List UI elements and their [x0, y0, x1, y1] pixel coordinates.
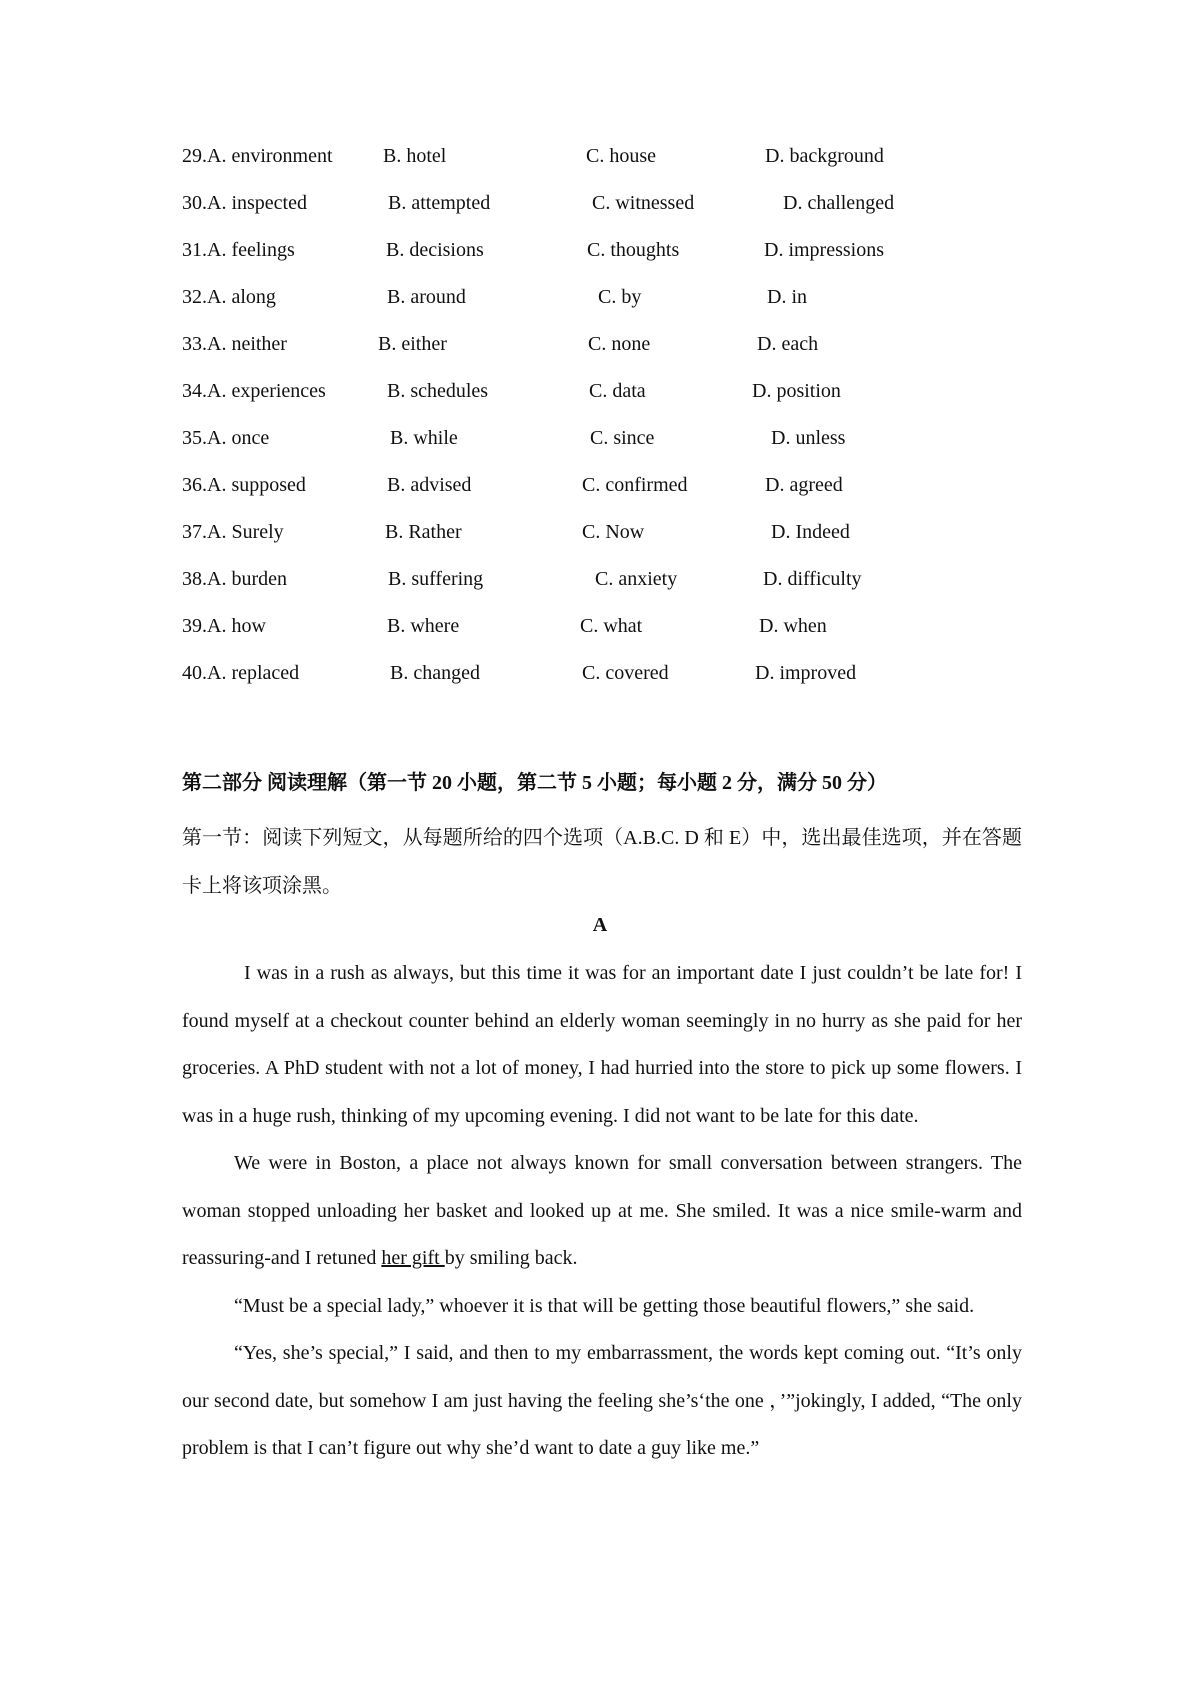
option-a: 38.A. burden	[182, 568, 287, 590]
passage-body	[182, 950, 1022, 1473]
option-d: D. Indeed	[771, 521, 850, 543]
option-d: D. difficulty	[763, 568, 862, 590]
paragraph-2-text-after: by smiling back.	[444, 1247, 578, 1269]
option-a: 29.A. environment	[182, 145, 333, 167]
option-b: B. either	[378, 333, 447, 355]
option-b: B. while	[390, 427, 458, 449]
passage-label: A	[592, 914, 608, 936]
option-c: C. none	[588, 333, 651, 355]
option-c: C. covered	[582, 662, 669, 684]
section-instruction: 第一节：阅读下列短文，从每题所给的四个选项（A.B.C. D 和 E）中，选出最佳选项，并在答题卡上将该项涂黑。	[182, 827, 1022, 897]
option-b: B. advised	[387, 474, 472, 496]
option-c: C. what	[580, 615, 643, 637]
passage-paragraph-3: “Must be a special lady,” whoever it is that will be getting those beautiful flowers,” she said.	[234, 1294, 975, 1317]
option-b: B. suffering	[388, 568, 484, 590]
paragraph-2-text-before: We were in Boston, a place not always known for small conversation between strangers. The woman stopped unloading her basket and looked up at me. She smiled. It was a nice smile-warm and reassuring-and I retuned	[182, 1152, 1022, 1269]
option-d: D. impressions	[764, 239, 884, 261]
option-b: B. changed	[390, 662, 480, 684]
option-c: C. anxiety	[595, 568, 678, 590]
option-b: B. hotel	[383, 145, 447, 167]
option-b: B. around	[387, 286, 466, 308]
passage-paragraph-1: I was in a rush as always, but this time it was for an important date I just couldn’t be late for! I found myself at a checkout counter behind an elderly woman seemingly in no hurry as she paid for her groceries. A PhD student with not a lot of money, I had hurried into the store to pick up some flowers. I was in a huge rush, thinking of my upcoming evening. I did not want to be late for this date.	[182, 962, 1022, 1127]
option-b: B. decisions	[386, 239, 484, 261]
underlined-phrase: her gift	[381, 1247, 445, 1269]
option-b: B. Rather	[385, 521, 462, 543]
option-a: 30.A. inspected	[182, 192, 307, 214]
option-a: 40.A. replaced	[182, 662, 300, 684]
option-c: C. confirmed	[582, 474, 688, 496]
option-d: D. agreed	[765, 474, 843, 496]
passage-paragraph-2	[182, 1140, 1022, 1283]
option-c: C. by	[598, 286, 642, 308]
option-c: C. thoughts	[587, 239, 680, 261]
option-d: D. improved	[755, 662, 857, 684]
section-title: 第二部分 阅读理解（第一节 20 小题，第二节 5 小题；每小题 2 分，满分 50 分）	[182, 772, 887, 794]
option-d: D. when	[759, 615, 827, 637]
option-b: B. where	[387, 615, 460, 637]
option-d: D. challenged	[783, 192, 895, 214]
option-a: 39.A. how	[182, 615, 266, 637]
option-c: C. witnessed	[592, 192, 695, 214]
option-d: D. each	[757, 333, 819, 355]
option-a: 34.A. experiences	[182, 380, 326, 402]
option-d: D. background	[765, 145, 884, 167]
option-a: 35.A. once	[182, 427, 270, 449]
option-d: D. unless	[771, 427, 846, 449]
option-c: C. Now	[582, 521, 645, 543]
option-c: C. since	[590, 427, 655, 449]
option-a: 36.A. supposed	[182, 474, 306, 496]
option-a: 37.A. Surely	[182, 521, 284, 543]
option-b: B. attempted	[388, 192, 491, 214]
option-b: B. schedules	[387, 380, 489, 402]
option-c: C. data	[589, 380, 646, 402]
option-a: 33.A. neither	[182, 333, 287, 355]
passage-paragraph-4: “Yes, she’s special,” I said, and then to my embarrassment, the words kept coming out. “It’s only our second date, but somehow I am just having the feeling she’s‘the one ，’”jokingly, I added, “The only problem is that I can’t figure out why she’d want to date a guy like me.”	[182, 1342, 1022, 1459]
option-a: 31.A. feelings	[182, 239, 295, 261]
option-d: D. position	[752, 380, 841, 402]
option-c: C. house	[586, 145, 656, 167]
option-d: D. in	[767, 286, 807, 308]
option-a: 32.A. along	[182, 286, 276, 308]
